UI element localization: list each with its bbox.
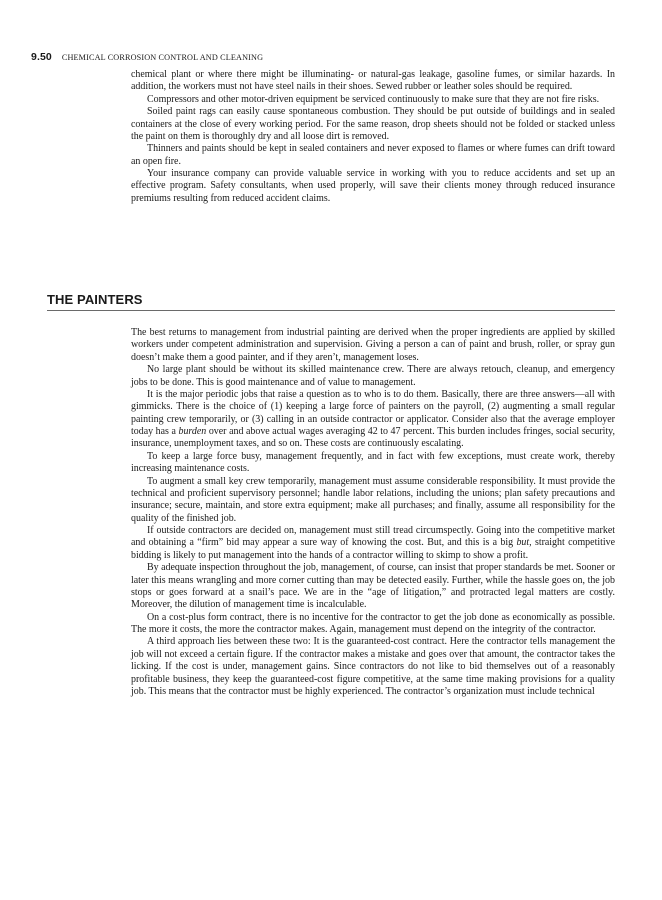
paragraph-text: If outside contractors are decided on, management must still tread circumspectly. Going into the competitive market and obtaining a “firm” bid may appear a sure way of knowing the cost. But, and this is a big — [131, 525, 615, 549]
paragraph — [131, 525, 615, 562]
emphasis: burden — [178, 426, 207, 437]
paragraph: On a cost-plus form contract, there is no incentive for the contractor to get the job done as economically as possible. The more it costs, the more the contractor makes. Again, management must depend on the integrity of the contractor. — [131, 611, 615, 635]
paragraph-text: It is the major periodic jobs that raise a question as to who is to do them. Basically, there are three answers—all with gimmicks. There is the choice of (1) keeping a large force of painters on the payroll, (2) augmenting a small regular painting crew temporarily, or (3) calling in an outside contractor or applicator. Consider also that the average employer today has a — [131, 388, 615, 437]
paragraph: No large plant should be without its skilled maintenance crew. There are always retouch, cleanup, and emergency jobs to be done. This is good maintenance and of value to management. — [131, 364, 615, 388]
running-head — [31, 47, 631, 61]
section-body — [131, 327, 615, 698]
paragraph: A third approach lies between these two: It is the guaranteed-cost contract. Here the contractor tells management the job will not exceed a certain figure. If the contractor makes a mistake and goes over that amount, the contractor takes the licking. If the cost is under, management gains. Since contractors do not like to bid themselves out of a reasonably profitable business, they keep the guaranteed-cost figure competitive, at the same time making provisions for a quality job. This means that the contractor must be highly experienced. The contractor’s organization must include technical — [131, 636, 615, 697]
paragraph — [131, 389, 615, 451]
paragraph-text: straight competitive bidding is likely to put management into the hands of a contractor willing to skimp to show a profit. — [131, 537, 615, 561]
paragraph-text: over and above actual wages averaging 42 to 47 percent. This burden includes fringes, social security, insurance, unemployment taxes, and so on. These costs are continuously escalating. — [131, 426, 615, 450]
page-number: 9.50 — [31, 51, 52, 63]
paragraph: The best returns to management from industrial painting are derived when the proper ingredients are applied by skilled workers under competent administration and supervision. Giving a person a can of paint and brush, roller, or spray gun doesn’t make them a good painter, and if they aren’t, management loses. — [131, 327, 615, 363]
intro-text — [131, 69, 615, 205]
paragraph: To keep a large force busy, management frequently, and in fact with few exceptions, must create work, thereby increasing maintenance costs. — [131, 450, 615, 475]
paragraph: By adequate inspection throughout the job, management, of course, can insist that proper standards be met. Sooner or later this means wrangling and more corner cutting than may be detected easily. Further, while the hassle goes on, the job stops or goes forward at a snail’s pace. We are in the “age of litigation,” and protracted legal matters are costly. Moreover, the dilution of management time is incalculable. — [131, 562, 615, 611]
paragraph: Compressors and other motor-driven equipment be serviced continuously to make sure that they are not fire risks. — [147, 93, 600, 105]
chapter-title: CHEMICAL CORROSION CONTROL AND CLEANING — [61, 53, 264, 62]
paragraph: Your insurance company can provide valuable service in working with you to reduce accidents and set up an effective program. Safety consultants, when used properly, will save their clients money through reduced insurance premiums resulting from reduced accident claims. — [131, 168, 615, 204]
emphasis: but, — [516, 537, 532, 549]
paragraph: Soiled paint rags can easily cause spontaneous combustion. They should be put outside of buildings and in sealed containers at the close of every working period. For the same reason, drop sheets should not be folded or stacked unless the paint on them is thoroughly dry and all loose dirt is removed. — [131, 106, 615, 142]
paragraph: chemical plant or where there might be illuminating- or natural-gas leakage, gasoline fumes, or similar hazards. In addition, the workers must not have steel nails in their shoes. Sewed rubber or leather soles should be required. — [131, 69, 615, 93]
paragraph: Thinners and paints should be kept in sealed containers and never exposed to flames or where fumes can drift toward an open fire. — [131, 143, 615, 167]
paragraph: To augment a small key crew temporarily, management must assume considerable responsibility. It must provide the technical and proficient supervisory personnel; handle labor relations, including the unions; plan safety precautions and insurance; secure, maintain, and store extra equipment; make all purchases; and finally, assume all responsibility for the quality of the finished job. — [131, 475, 615, 524]
section-heading: THE PAINTERS — [47, 292, 615, 311]
